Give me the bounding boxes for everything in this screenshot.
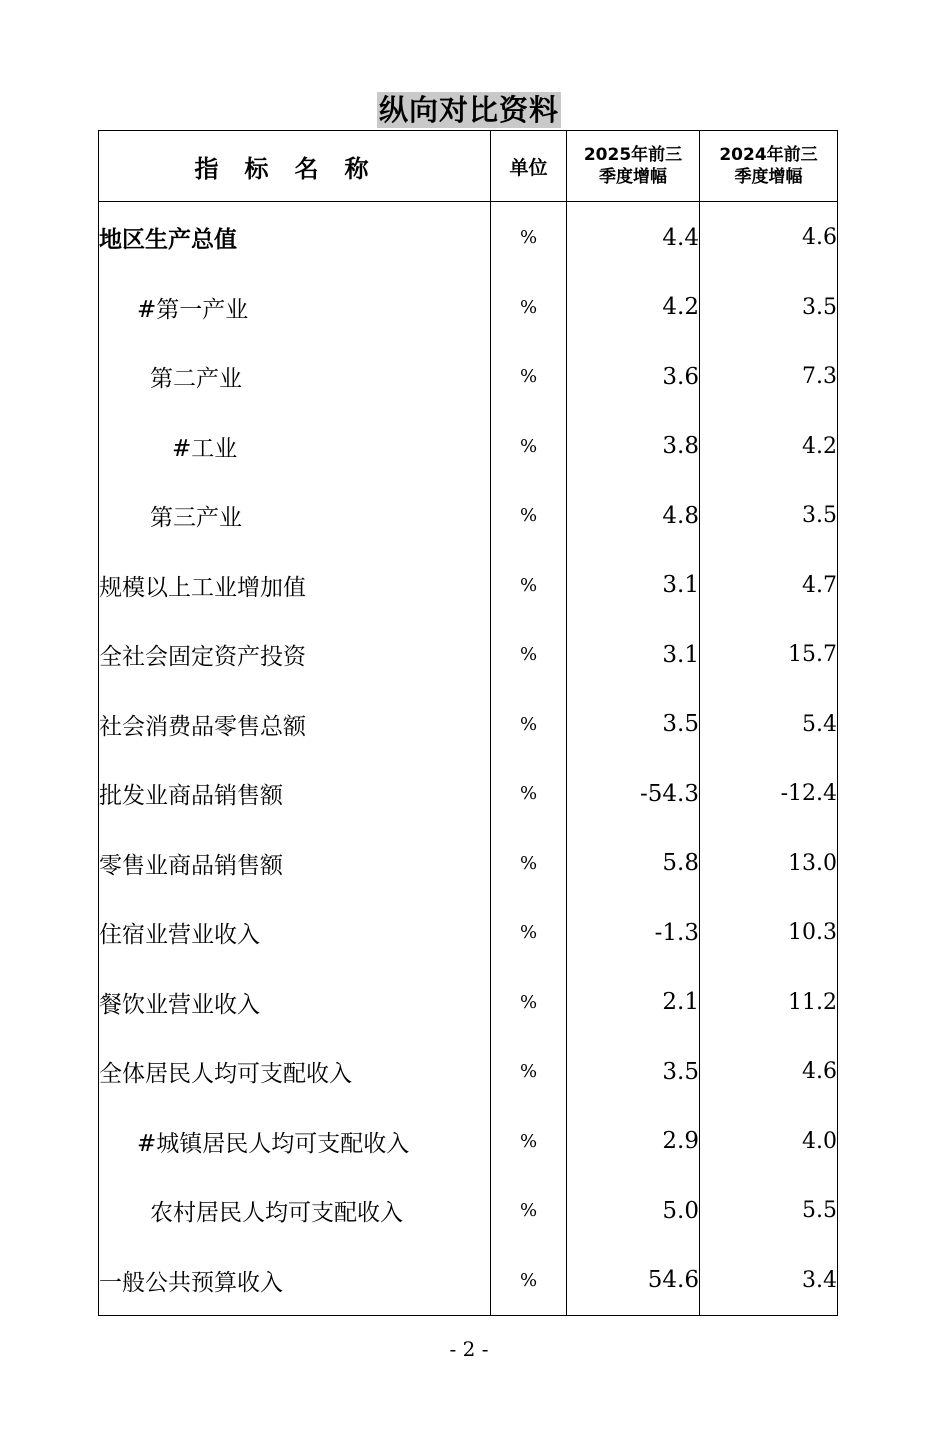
- comparison-table: [98, 130, 838, 1316]
- table-row: [99, 898, 838, 968]
- row-value-2024: 10.3: [700, 898, 838, 968]
- header-2025: [567, 131, 700, 202]
- row-unit: %: [491, 1246, 567, 1316]
- row-name: 社会消费品零售总额: [99, 690, 491, 760]
- row-value-2025: 3.5: [567, 1037, 700, 1107]
- row-unit: %: [491, 829, 567, 899]
- table-row: [99, 412, 838, 482]
- table-row: [99, 551, 838, 621]
- row-value-2024: 3.5: [700, 481, 838, 551]
- row-unit: %: [491, 898, 567, 968]
- row-value-2025: 5.8: [567, 829, 700, 899]
- row-value-2025: -1.3: [567, 898, 700, 968]
- row-name: 地区生产总值: [99, 202, 491, 273]
- table-row: [99, 1176, 838, 1246]
- table-row: [99, 342, 838, 412]
- row-unit: %: [491, 759, 567, 829]
- row-name: 零售业商品销售额: [99, 829, 491, 899]
- page-number: - 2 -: [449, 1337, 489, 1361]
- row-value-2024: 11.2: [700, 968, 838, 1038]
- row-name: 全社会固定资产投资: [99, 620, 491, 690]
- table-row: [99, 1246, 838, 1316]
- row-name: 批发业商品销售额: [99, 759, 491, 829]
- row-value-2024: -12.4: [700, 759, 838, 829]
- row-unit: %: [491, 1176, 567, 1246]
- row-unit: %: [491, 968, 567, 1038]
- table-row: [99, 481, 838, 551]
- row-value-2025: 5.0: [567, 1176, 700, 1246]
- table-row: [99, 1107, 838, 1177]
- row-value-2024: 13.0: [700, 829, 838, 899]
- row-name: 农村居民人均可支配收入: [99, 1176, 491, 1246]
- row-unit: %: [491, 412, 567, 482]
- row-value-2025: 2.9: [567, 1107, 700, 1177]
- page-title: 纵向对比资料: [378, 93, 559, 127]
- row-name: 餐饮业营业收入: [99, 968, 491, 1038]
- row-unit: %: [491, 1107, 567, 1177]
- row-name: #工业: [99, 412, 491, 482]
- row-name: 第三产业: [99, 481, 491, 551]
- table-row: [99, 690, 838, 760]
- header-2024: [700, 131, 838, 202]
- row-name: #城镇居民人均可支配收入: [99, 1107, 491, 1177]
- header-indicator-name: 指标名称: [99, 131, 491, 202]
- row-value-2024: 4.6: [700, 202, 838, 273]
- table-row: [99, 1037, 838, 1107]
- row-value-2024: 3.4: [700, 1246, 838, 1316]
- row-name: 第二产业: [99, 342, 491, 412]
- table-row: [99, 968, 838, 1038]
- header-2024-text: 2024年前三季度增幅: [719, 145, 818, 187]
- row-unit: %: [491, 273, 567, 343]
- row-unit: %: [491, 342, 567, 412]
- row-unit: %: [491, 690, 567, 760]
- row-value-2024: 4.7: [700, 551, 838, 621]
- table-row: [99, 759, 838, 829]
- table-row: [99, 273, 838, 343]
- row-value-2025: 4.8: [567, 481, 700, 551]
- row-unit: %: [491, 551, 567, 621]
- row-value-2025: -54.3: [567, 759, 700, 829]
- header-unit: 单位: [491, 131, 567, 202]
- row-name: 规模以上工业增加值: [99, 551, 491, 621]
- row-value-2024: 5.4: [700, 690, 838, 760]
- row-unit: %: [491, 481, 567, 551]
- row-value-2024: 4.6: [700, 1037, 838, 1107]
- row-value-2024: 4.2: [700, 412, 838, 482]
- row-value-2024: 3.5: [700, 273, 838, 343]
- row-unit: %: [491, 620, 567, 690]
- table-row: [99, 202, 838, 273]
- row-value-2025: 3.1: [567, 620, 700, 690]
- row-unit: %: [491, 1037, 567, 1107]
- title-area: [0, 92, 938, 128]
- row-name: 住宿业营业收入: [99, 898, 491, 968]
- row-value-2025: 3.8: [567, 412, 700, 482]
- row-value-2024: 4.0: [700, 1107, 838, 1177]
- row-unit: %: [491, 202, 567, 273]
- row-value-2025: 3.5: [567, 690, 700, 760]
- row-value-2025: 2.1: [567, 968, 700, 1038]
- row-value-2025: 4.4: [567, 202, 700, 273]
- row-value-2025: 4.2: [567, 273, 700, 343]
- row-name: 一般公共预算收入: [99, 1246, 491, 1316]
- row-value-2024: 7.3: [700, 342, 838, 412]
- row-value-2025: 3.1: [567, 551, 700, 621]
- row-value-2025: 54.6: [567, 1246, 700, 1316]
- table-row: [99, 620, 838, 690]
- row-name: #第一产业: [99, 273, 491, 343]
- table-row: [99, 829, 838, 899]
- row-name: 全体居民人均可支配收入: [99, 1037, 491, 1107]
- table-header-row: [99, 131, 838, 202]
- row-value-2024: 15.7: [700, 620, 838, 690]
- header-2025-text: 2025年前三季度增幅: [583, 145, 683, 187]
- row-value-2024: 5.5: [700, 1176, 838, 1246]
- row-value-2025: 3.6: [567, 342, 700, 412]
